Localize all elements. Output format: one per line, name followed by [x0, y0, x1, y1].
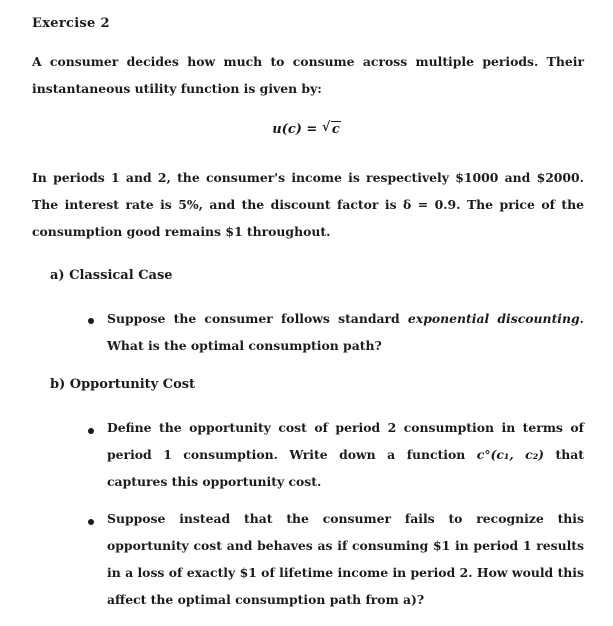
- part-b-question-2: Suppose instead that the consumer fails to recognize this opportunity cost and behaves as if consuming $1 in period 1 results in a loss of exactly $1 of lifetime income in period 2. How would this affect the optimal consumption path from a)?: [107, 511, 584, 607]
- part-a-emphasis: exponential discounting: [407, 311, 580, 326]
- part-a-text-end: . What is the optimal consumption path?: [107, 311, 584, 353]
- part-b-text: Define the opportunity cost of period 2 consumption in terms of period 1 consumption. Write down a function: [107, 420, 584, 462]
- utility-formula: [0, 122, 613, 137]
- part-b-question-1: [107, 414, 584, 495]
- part-a-label: a) Classical Case: [50, 268, 173, 283]
- intro-paragraph: A consumer decides how much to consume across multiple periods. Their instantaneous utility function is given by:: [32, 54, 584, 96]
- formula-radicand: c: [331, 122, 340, 137]
- bullet-dot: [88, 318, 94, 324]
- bullet-dot: [88, 519, 94, 525]
- exercise-heading: Exercise 2: [32, 16, 110, 31]
- part-b-function: c°(c₁, c₂): [476, 447, 544, 462]
- part-a-question: [107, 305, 584, 359]
- part-b-text-end: that captures this opportunity cost.: [107, 447, 584, 489]
- bullet-dot: [88, 428, 94, 434]
- part-a-text: Suppose the consumer follows standard: [107, 311, 408, 326]
- income-paragraph: In periods 1 and 2, the consumer's income is respectively $1000 and $2000. The interest rate is 5%, and the discount factor is δ = 0.9. The price of the consumption good remains $1 throughout.: [32, 170, 584, 239]
- part-b-label: b) Opportunity Cost: [50, 377, 196, 392]
- formula-lhs: u(c) =: [272, 122, 318, 137]
- sqrt-symbol: √ c: [321, 120, 340, 137]
